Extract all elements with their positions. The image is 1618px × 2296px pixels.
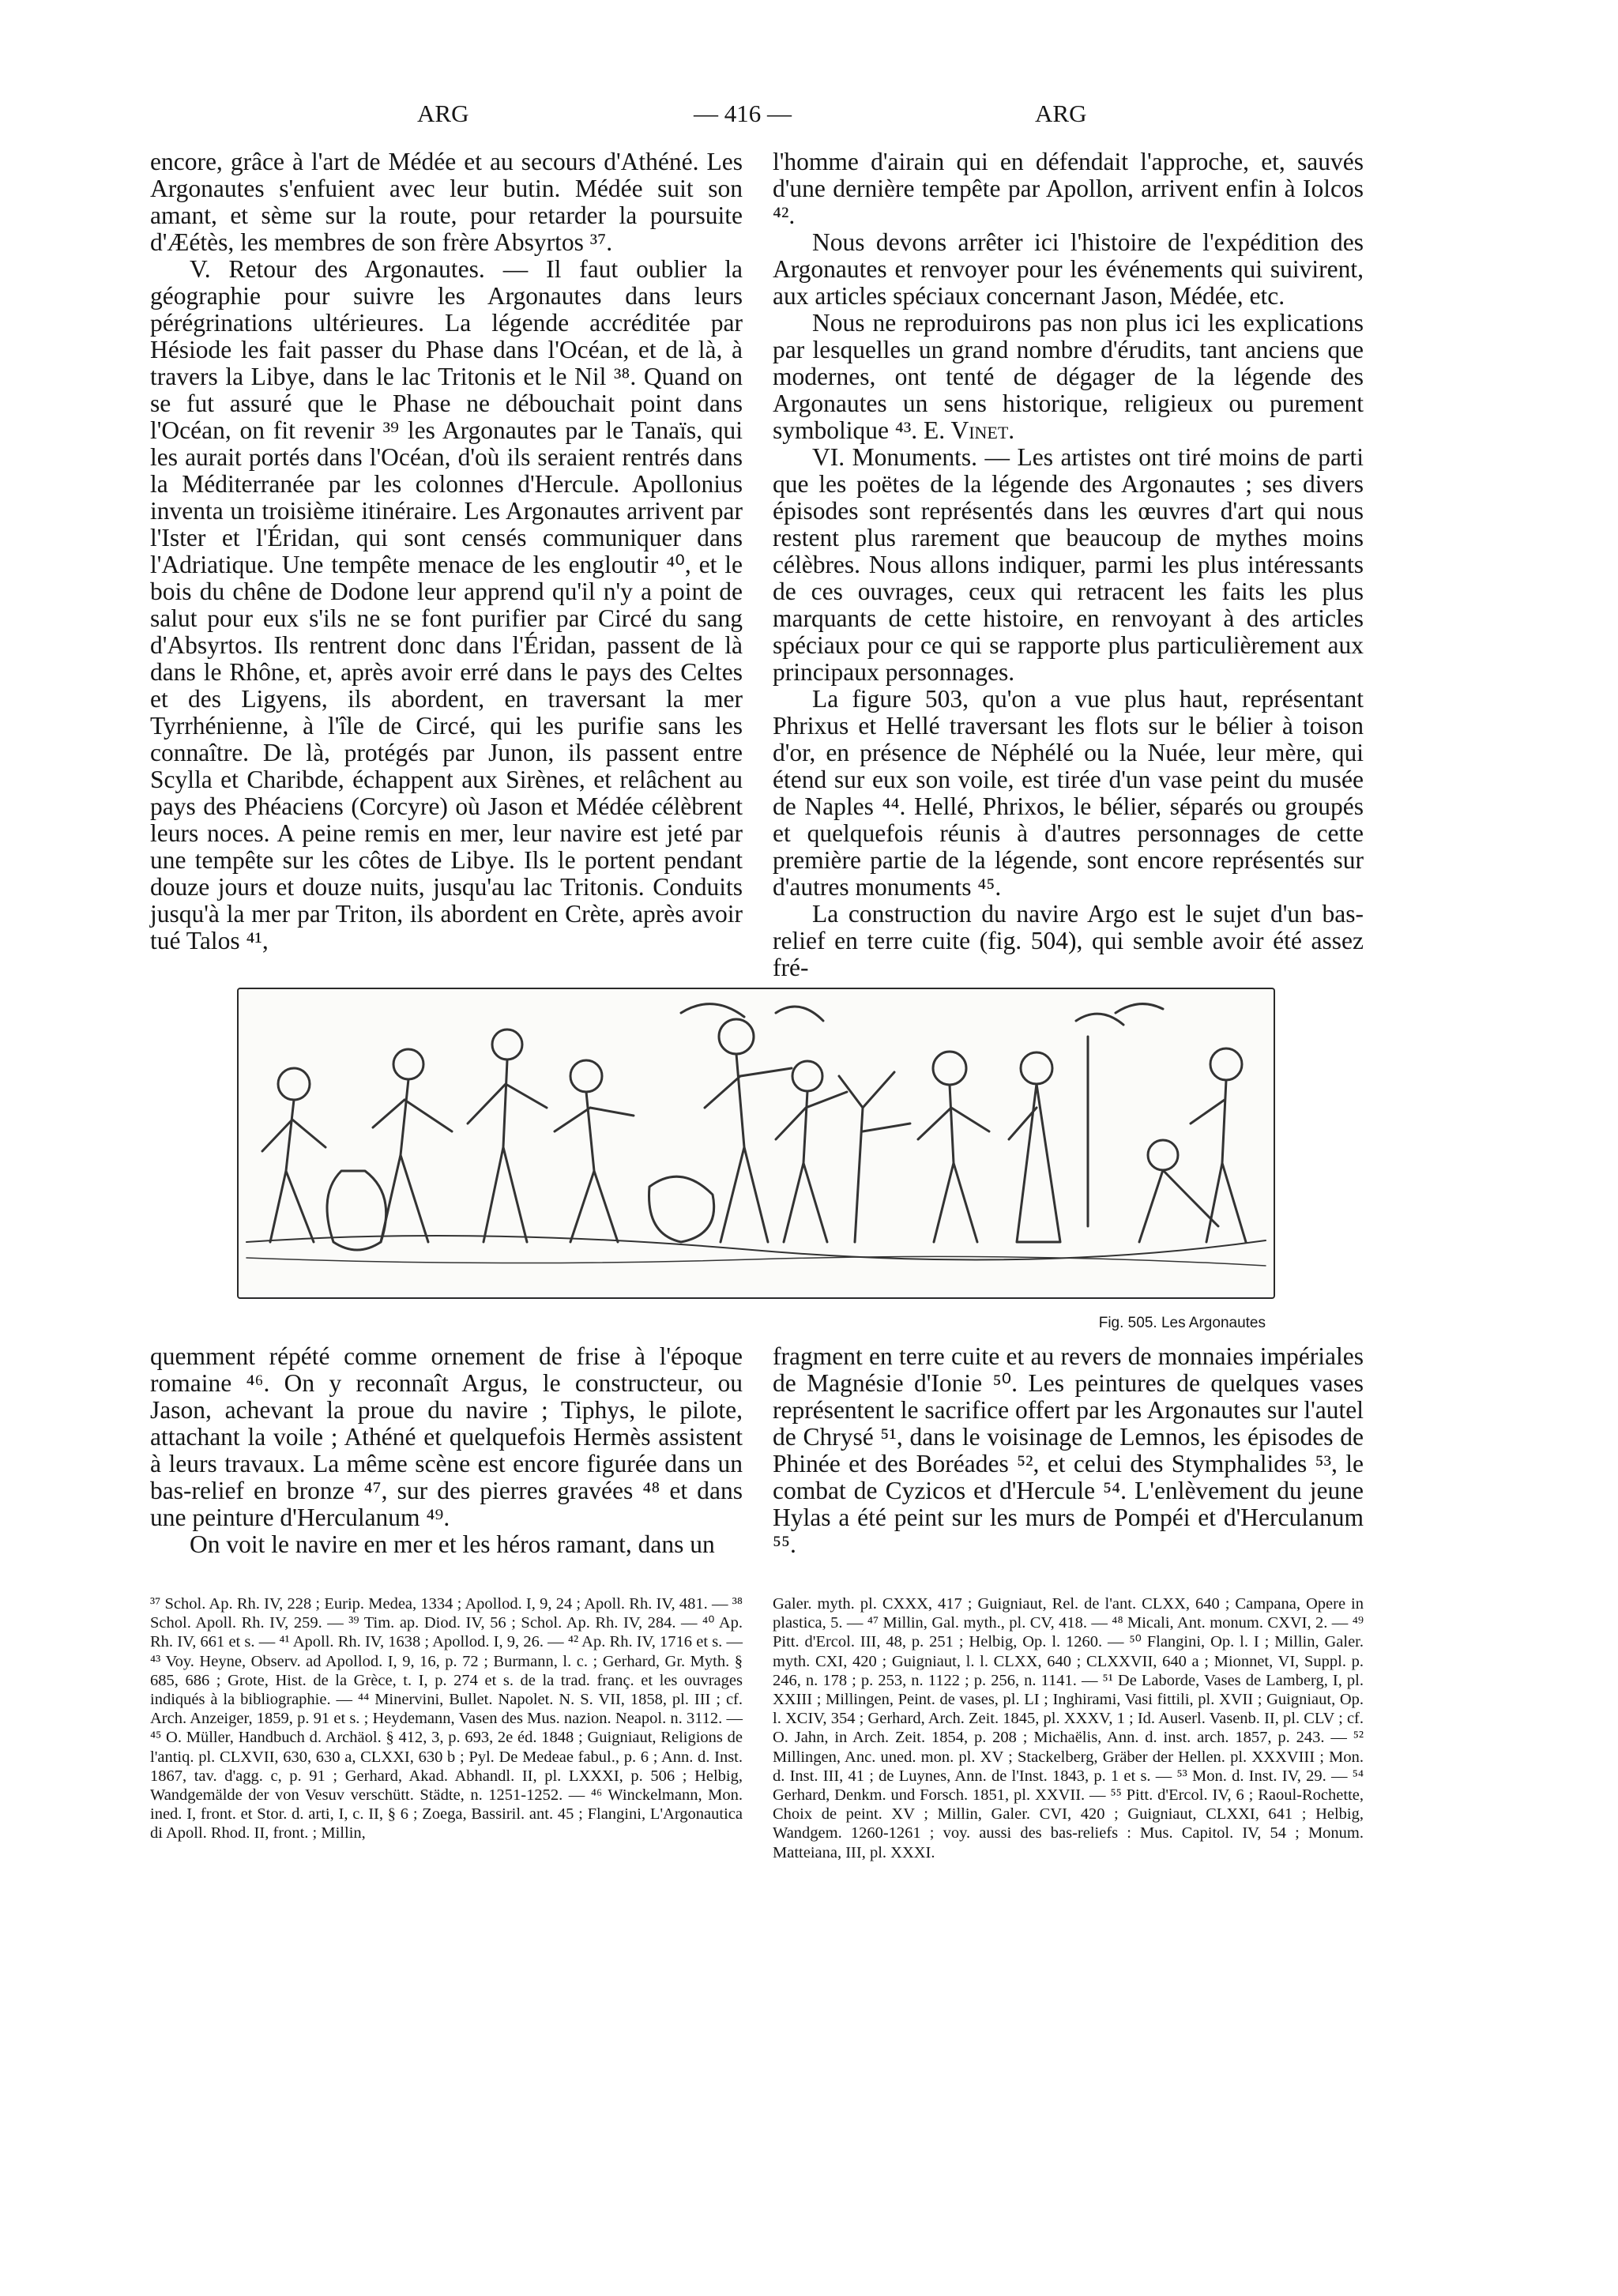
author-signature: E. Vinet. xyxy=(924,416,1015,444)
bas-relief-illustration xyxy=(239,989,1274,1297)
footnote-text: ³⁷ Schol. Ap. Rh. IV, 228 ; Eurip. Medea, 1334 ; Apollod. I, 9, 24 ; Apoll. Rh. IV, 481. — ³⁸ Schol. Apoll. Rh. IV, 259. — ³⁹ Tim. ap. Diod. IV, 56 ; Schol. Ap. Rh. IV, 284. — ⁴⁰ Ap. Rh. IV, 661 et s. — ⁴¹ Apoll. Rh. IV, 1638 ; Apollod. I, 9, 26. — ⁴² Ap. Rh. IV, 1716 et s. — ⁴³ Voy. Heyne, Observ. ad Apollod. I, 9, 16, p. 72 ; Burmann, l. c. ; Gerhard, Gr. Myth. § 685, 686 ; Grote, Hist. de la Grèce, t. I, p. 274 et s. de la trad. franç. et les ouvrages indiqués à la bibliographie. — ⁴⁴ Minervini, Bullet. Napolet. N. S. VII, 1858, pl. III ; cf. Arch. Anzeiger, 1859, p. 91 et s. ; Heydemann, Vasen des Mus. nazion. Neapol. n. 3112. — ⁴⁵ O. Müller, Handbuch d. Archäol. § 412, 3, p. 693, 2e éd. 1848 ; Guigniaut, Religions de l'antiq. pl. CLXVII, 630, 630 a, CLXXI, 630 b ; Pyl. De Medeae fabul., p. 6 ; Ann. d. Inst. 1867, tav. d'agg. c, p. 91 ; Gerhard, Akad. Abhandl. II, pl. LXXXI, p. 506 ; Helbig, Wandgemälde der von Vesuv verschütt. Städte, n. 1251-1252. — ⁴⁶ Winckelmann, Mon. ined. I, front. et Stor. d. arti, I, c. II, § 6 ; Zoega, Bassiril. ant. 45 ; Flangini, L'Argonautica di Apoll. Rhod. II, front. ; Millin, xyxy=(150,1595,743,1842)
paragraph-text: Nous ne reproduirons pas non plus ici les explications par lesquelles un grand nombre d'érudits, tant anciens que modernes, ont tenté de dégager de la légende des Argonautes un sens historique, religieux ou purement symbolique ⁴³. xyxy=(773,309,1364,444)
paragraph: fragment en terre cuite et au revers de monnaies impériales de Magnésie d'Ionie ⁵⁰. Les peintures de quelques vases représentent le sacrifice offert par les Argonautes sur l'autel de Chrysé ⁵¹, dans le voisinage de Lemnos, les épisodes de Phinée et des Boréades ⁵², et celui des Stymphalides ⁵³, le combat de Cyzicos et d'Hercule ⁵⁴. L'enlèvement du jeune Hylas a été peint sur les murs de Pompéi et d'Herculanum ⁵⁵. xyxy=(773,1342,1364,1558)
paragraph: quemment répété comme ornement de frise à l'époque romaine ⁴⁶. On y reconnaît Argus, le constructeur, ou Jason, achevant la proue du navire ; Tiphys, le pilote, attachant la voile ; Athéné et quelquefois Hermès assistent à leurs travaux. La même scène est encore figurée dans un bas-relief en bronze ⁴⁷, sur des pierres gravées ⁴⁸ et dans une peinture d'Herculanum ⁴⁹. xyxy=(150,1342,743,1531)
paragraph: La construction du navire Argo est le sujet d'un bas-relief en terre cuite (fig. 504), qui semble avoir été assez fré- xyxy=(773,900,1364,981)
left-column xyxy=(150,149,743,954)
lower-left-column xyxy=(150,1343,743,1558)
paragraph: V. Retour des Argonautes. — Il faut oublier la géographie pour suivre les Argonautes dans leurs pérégrinations ultérieures. La légende accréditée par Hésiode les fait passer du Phase dans l'Océan, et de là, à travers la Libye, dans le lac Tritonis et le Nil ³⁸. Quand on se fut assuré que le Phase ne débouchait point dans l'Océan, on fit revenir ³⁹ les Argonautes par le Tanaïs, qui les aurait portés dans l'Océan, d'où ils seraient rentrés dans la Méditerranée par les colonnes d'Hercule. Apollonius inventa un troisième itinéraire. Les Argonautes arrivent par l'Ister et l'Éridan, qui sont censés communiquer dans l'Adriatique. Une tempête menace de les engloutir ⁴⁰, et le bois du chêne de Dodone leur apprend qu'il n'y a point de salut pour eux s'ils ne se font purifier par Circé du sang d'Absyrtos. Ils rentrent donc dans l'Éridan, passent de là dans le Rhône, et, après avoir erré dans le pays des Celtes et des Ligyens, ils abordent, en traversant la mer Tyrrhénienne, à l'île de Circé, qui les purifie sans les connaître. De là, protégés par Junon, ils passent entre Scylla et Charibde, échappent aux Sirènes, et relâchent au pays des Phéaciens (Corcyre) où Jason et Médée célèbrent leurs noces. A peine remis en mer, leur navire est jeté par une tempête sur les côtes de Libye. Ils le portent pendant douze jours et douze nuits, jusqu'au lac Tritonis. Conduits jusqu'à la mer par Triton, ils abordent en Crète, après avoir tué Talos ⁴¹, xyxy=(150,255,743,954)
running-head-right: ARG xyxy=(1035,100,1087,127)
paragraph: Nous devons arrêter ici l'histoire de l'expédition des Argonautes et renvoyer pour les événements qui suivirent, aux articles spéciaux concernant Jason, Médée, etc. xyxy=(773,228,1364,310)
paragraph: La figure 503, qu'on a vue plus haut, représentant Phrixus et Hellé traversant les flots sur le bélier à toison d'or, en présence de Néphélé ou la Nuée, leur mère, qui étend sur eux son voile, est tirée d'un vase peint du musée de Naples ⁴⁴. Hellé, Phrixos, le bélier, séparés ou groupés et quelquefois réunis à d'autres personnages de cette première partie de la légende, sont encore représentés sur d'autres monuments ⁴⁵. xyxy=(773,685,1364,901)
lower-right-column xyxy=(773,1343,1364,1558)
paragraph: VI. Monuments. — Les artistes ont tiré moins de parti que les poëtes de la légende des Argonautes ; ses divers épisodes sont représentés dans les œuvres d'art qui nous restent plus rarement que beaucoup de mythes moins célèbres. Nous allons indiquer, parmi les plus intéressants de ces ouvrages, ceux qui retracent les faits les plus marquants de cette histoire, en renvoyant à des articles spéciaux pour ce qui se rapporte plus particulièrement aux principaux personnages. xyxy=(773,443,1364,686)
figure-caption: Fig. 505. Les Argonautes xyxy=(1098,1315,1266,1331)
paragraph: On voit le navire en mer et les héros ramant, dans un xyxy=(190,1530,715,1558)
right-column xyxy=(773,149,1364,981)
running-head-left: ARG xyxy=(417,100,469,127)
paragraph xyxy=(773,310,1364,444)
footnotes-right xyxy=(773,1594,1364,1862)
paragraph: encore, grâce à l'art de Médée et au secours d'Athéné. Les Argonautes s'enfuient avec leur butin. Médée suit son amant, et sème sur la route, pour retarder la poursuite d'Æétès, les membres de son frère Absyrtos ³⁷. xyxy=(150,148,743,256)
footnotes-left xyxy=(150,1594,743,1843)
paragraph: l'homme d'airain qui en défendait l'approche, et, sauvés d'une dernière tempête par Apollon, arrivent enfin à Iolcos ⁴². xyxy=(773,148,1364,229)
page-number: — 416 — xyxy=(694,100,792,127)
footnote-text: Galer. myth. pl. CXXX, 417 ; Guigniaut, Rel. de l'ant. CLXX, 640 ; Campana, Opere in plastica, 5. — ⁴⁷ Millin, Gal. myth., pl. CV, 418. — ⁴⁸ Micali, Ant. monum. CXVI, 2. — ⁴⁹ Pitt. d'Ercol. III, 48, p. 251 ; Helbig, Op. l. 1260. — ⁵⁰ Flangini, Op. l. I ; Millin, Galer. myth. CXI, 420 ; Guigniaut, l. l. CLXX, 640 ; CLXXVII, 640 a ; Mionnet, VI, Suppl. p. 246, n. 178 ; p. 253, n. 1122 ; p. 256, n. 1141. — ⁵¹ De Laborde, Vases de Lamberg, I, pl. XXIII ; Millingen, Peint. de vases, pl. LI ; Inghirami, Vasi fittili, pl. XVII ; Guigniaut, Op. l. XCIV, 354 ; Gerhard, Arch. Zeit. 1845, pl. XXXV, 1 ; Id. Auserl. Vasenb. II, pl. CLV ; cf. O. Jahn, in Arch. Zeit. 1854, p. 208 ; Michaëlis, Ann. d. inst. arch. 1857, p. 243. — ⁵² Millingen, Anc. uned. mon. pl. XV ; Stackelberg, Gräber der Hellen. pl. XXXVIII ; Mon. d. Inst. III, 41 ; de Luynes, Ann. de l'Inst. 1843, p. 1 et s. — ⁵³ Mon. d. Inst. IV, 29. — ⁵⁴ Gerhard, Denkm. und Forsch. 1851, pl. XXVII. — ⁵⁵ Pitt. d'Ercol. IV, 6 ; Raoul-Rochette, Choix de peint. XV ; Millin, Galer. CVI, 420 ; Guigniaut, CLXXI, 641 ; Helbig, Wandgem. 1260-1261 ; voy. aussi des bas-reliefs : Mus. Capitol. IV, 54 ; Monum. Matteiana, III, pl. XXXI. xyxy=(773,1595,1364,1861)
figure-bas-relief xyxy=(237,988,1275,1299)
